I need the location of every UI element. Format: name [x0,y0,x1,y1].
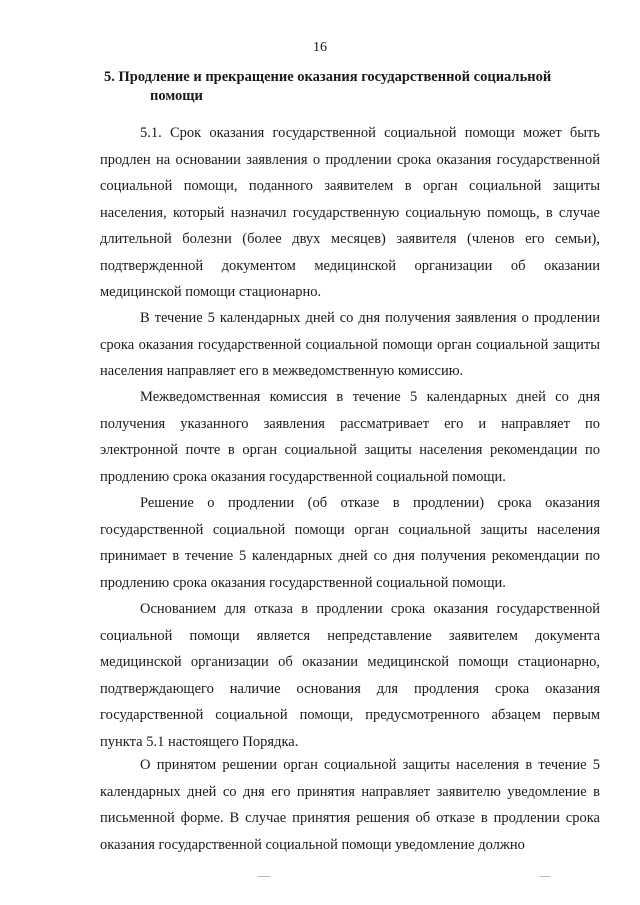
paragraph-application-forwarding: В течение 5 календарных дней со дня получения заявления о продлении срока оказания государственной социальной помощи орган социальной защиты населения направляет его в межведомственную комиссию. [100,310,600,379]
section-heading-line2: помощи [150,88,203,104]
scan-artifact [258,876,270,877]
scan-artifact [540,876,550,877]
page-number: 16 [313,40,327,55]
paragraph-extension-decision: Решение о продлении (об отказе в продлении) срока оказания государственной социальной помощи орган социальной защиты населения принимает в течение 5 календарных дней со дня получения рекомендации по продлению срока оказания государственной социальной помощи. [100,495,600,591]
paragraph-refusal-grounds: Основанием для отказа в продлении срока оказания государственной социальной помощи является непредставление заявителем документа медицинской организации об оказании медицинской помощи стационарно, подтверждающего наличие основания для продления срока оказания государственной социальной помощи, предусмотренного абзацем первым пункта 5.1 настоящего Порядка. [100,601,600,750]
paragraph-commission-review: Межведомственная комиссия в течение 5 календарных дней со дня получения указанного заявления рассматривает его и направляет по электронной почте в орган социальной защиты населения рекомендации по продлению срока оказания государственной социальной помощи. [100,389,600,485]
section-heading [104,68,616,106]
paragraph-5-1: 5.1. Срок оказания государственной социальной помощи может быть продлен на основании заявления о продлении срока оказания государственной социальной помощи, поданного заявителем в орган социальной защиты населения, который назначил государственную социальную помощь, в случае длительной болезни (более двух месяцев) заявителя (членов его семьи), подтвержденной документом медицинской организации об оказании медицинской помощи стационарно. [100,125,600,300]
paragraph-notification: О принятом решении орган социальной защиты населения в течение 5 календарных дней со дня его принятия направляет заявителю уведомление в письменной форме. В случае принятия решения об отказе в продлении срока оказания государственной социальной помощи уведомление должно [100,757,600,853]
section-heading-line1: 5. Продление и прекращение оказания государственной социальной [104,69,552,85]
